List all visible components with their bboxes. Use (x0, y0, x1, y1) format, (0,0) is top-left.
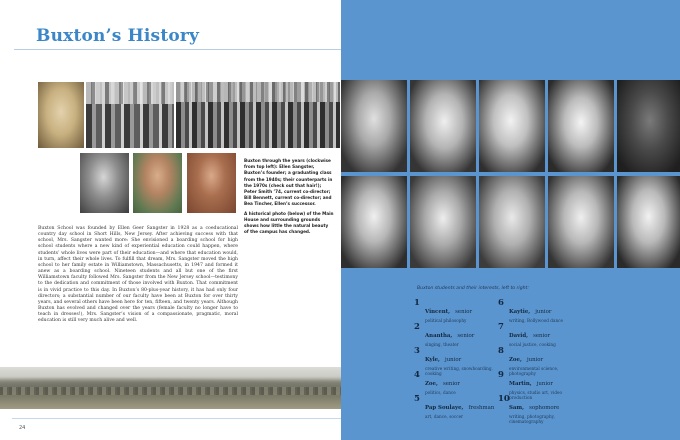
entry-number: 2 (414, 322, 420, 332)
student-year: senior (442, 381, 460, 387)
history-body-text: Buxton School was founded by Ellen Geer Sangster in 1928 as a coeducational country day school in Short Hills, New Jersey. After achieving success with that school, Mrs. Sangster wanted more: She envisioned a boarding school for high school students where a new kind of experiential education could happen, where students’ whole lives were part of their education—and where that education would, in turn, affect their whole lives. To fulfill that dream, Mrs. Sangster moved the high school to her family estate in Williamstown, Massachusetts, in 1947 and formed it anew as a boarding school. Nineteen students and all but one of the first Williamstown faculty followed Mrs. Sangster from the New Jersey school—testimony to the dedication and commitment of those involved with Buxton. That commitment is in vivid practice to this day. In Buxton’s 80-plus-year history, it has had only four directors; a substantial number of our faculty have been at Buxton for over thirty years, and several others have been here for ten, fifteen, and twenty years. Although Buxton has evolved and changed over the years (female faculty no longer have to teach in dresses!), Mrs. Sangster’s vision of a compassionate, pragmatic, moral education is still very much alive and well. (38, 226, 238, 324)
student-entry (498, 322, 584, 346)
student-interests: physics, studio art, video production (509, 390, 563, 401)
entry-number: 3 (414, 346, 420, 356)
student-year: senior (455, 309, 473, 315)
title-divider (14, 49, 341, 50)
student-list-left (414, 298, 500, 418)
student-interests: environmental science, photography (509, 366, 559, 377)
student-portrait-7 (410, 176, 476, 268)
student-portrait-6 (341, 176, 407, 268)
student-entry (498, 298, 584, 322)
entry-number: 10 (498, 394, 510, 404)
student-interests: social justice, cooking (509, 342, 556, 347)
page-title: Buxton’s History (36, 26, 200, 46)
student-entry (414, 394, 500, 418)
student-year: senior (533, 333, 551, 339)
student-interests: politics, dance (425, 390, 456, 395)
student-entry (414, 370, 500, 394)
student-portrait-1 (341, 80, 407, 172)
student-name: Martin, (509, 381, 532, 387)
student-interests: art, dance, soccer (425, 414, 464, 419)
student-portrait-8 (479, 176, 545, 268)
student-interests: political philosophy (425, 318, 467, 323)
student-portrait-2 (410, 80, 476, 172)
student-entry (498, 394, 584, 425)
student-portrait-10 (617, 176, 680, 268)
student-year: junior (536, 381, 553, 387)
founder-portrait-photo (38, 82, 84, 148)
student-entry (414, 298, 500, 322)
student-year: junior (535, 309, 552, 315)
student-year: senior (457, 333, 475, 339)
group-photo-1970s (176, 82, 340, 148)
entry-number: 6 (498, 298, 504, 308)
bennett-portrait-photo (80, 153, 129, 213)
entry-number: 8 (498, 346, 504, 356)
entry-number: 9 (498, 370, 504, 380)
student-interests: writing, photography, cinematography (509, 414, 555, 425)
student-interests: creative writing, snowboarding, cooking (425, 366, 493, 377)
student-interests: writing, Bollywood dance (509, 318, 563, 323)
entry-number: 5 (414, 394, 420, 404)
student-name: Zoe, (509, 357, 522, 363)
photo-caption (244, 158, 334, 238)
entry-number: 1 (414, 298, 420, 308)
student-interests: singing, theater (425, 342, 459, 347)
student-entry (498, 346, 584, 377)
student-year: junior (526, 357, 544, 363)
page-number: 24 (19, 425, 26, 431)
student-portrait-5 (617, 80, 680, 172)
student-year: freshman (468, 405, 495, 411)
student-name: Sam, (509, 405, 524, 411)
student-year: junior (445, 357, 462, 363)
student-portrait-4 (548, 80, 614, 172)
student-name: Zoe, (425, 381, 438, 387)
student-year: sophomore (529, 405, 560, 411)
entry-number: 4 (414, 370, 420, 380)
student-name: Vincent, (425, 309, 451, 315)
historical-campus-photo (0, 367, 341, 409)
student-list-right (498, 298, 584, 425)
student-name: Pap Soulaye, (425, 405, 464, 411)
caption-paragraph-1: Buxton through the years (clockwise from top left): Ellen Sangster, Buxton’s founder; a graduating class from the 1940s; their counterparts in the 1970s (check out that hair!); Peter Smith ’74, current co-director; Bill Bennett, current co-director; and Bea Tincher, Ellen’s successor. (244, 158, 333, 207)
entry-number: 7 (498, 322, 504, 332)
student-name: David, (509, 333, 528, 339)
student-name: Anantha, (425, 333, 453, 339)
roster-caption: Buxton students and their interests, left to right: (417, 286, 529, 291)
graduating-class-photo (86, 82, 174, 148)
student-name: Kaytie, (509, 309, 531, 315)
caption-paragraph-2: A historical photo (below) of the Main House and surrounding grounds shows how little the natural beauty of the campus has changed. (244, 210, 334, 235)
student-portrait-3 (479, 80, 545, 172)
smith-portrait-photo (133, 153, 182, 213)
student-entry (414, 346, 500, 377)
student-portrait-9 (548, 176, 614, 268)
student-entry (414, 322, 500, 346)
student-name: Kyle, (425, 357, 440, 363)
footer-divider (12, 418, 341, 419)
tincher-portrait-photo (187, 153, 236, 213)
